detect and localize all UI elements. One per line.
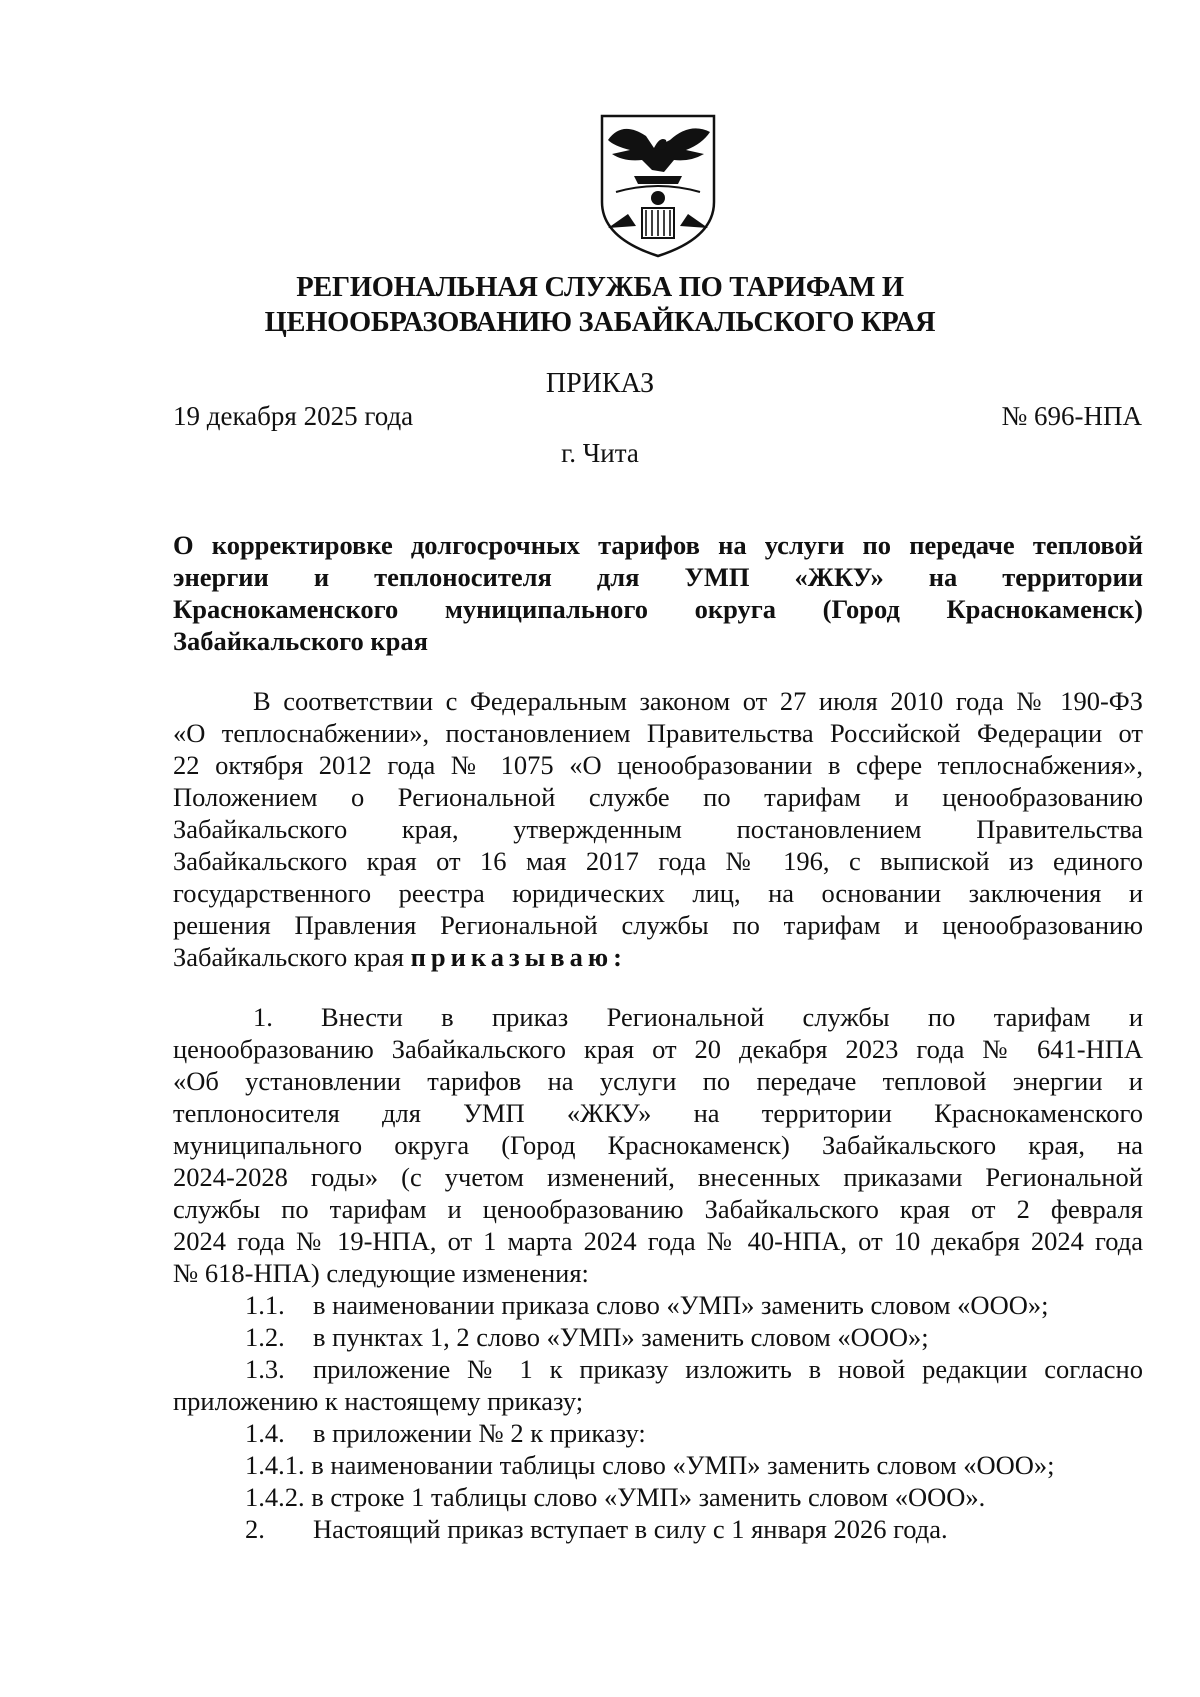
subitem-1-3 bbox=[245, 1353, 1143, 1385]
preamble-line: 22 октября 2012 года № 1075 «О ценообразовании в сфере теплоснабжения», bbox=[173, 750, 1143, 780]
preamble-line: «О теплоснабжении», постановлением Правительства Российской Федерации от bbox=[173, 718, 1143, 748]
item-text: Внести в приказ Региональной службы по тарифам и bbox=[321, 1002, 1143, 1032]
item-2 bbox=[245, 1513, 1143, 1545]
item-text: Настоящий приказ вступает в силу с 1 января 2026 года. bbox=[313, 1514, 948, 1544]
document-city: г. Чита bbox=[561, 438, 639, 468]
subitem-text: в приложении № 2 к приказу: bbox=[313, 1418, 646, 1448]
item-1-line: ценообразованию Забайкальского края от 20 декабря 2023 года № 641-НПА bbox=[173, 1034, 1143, 1064]
agency-name-line: РЕГИОНАЛЬНАЯ СЛУЖБА ПО ТАРИФАМ И bbox=[296, 272, 904, 303]
title-line: Краснокаменского муниципального округа (Город Краснокаменск) bbox=[173, 594, 1143, 624]
order-word: приказываю: bbox=[410, 942, 627, 972]
subitem-number: 1.1. bbox=[245, 1290, 285, 1320]
preamble-line: В соответствии с Федеральным законом от 27 июля 2010 года № 190-ФЗ bbox=[253, 686, 1143, 716]
item-1-line: службы по тарифам и ценообразованию Забайкальского края от 2 февраля bbox=[173, 1194, 1143, 1224]
item-1-line: 2024-2028 годы» (с учетом изменений, внесенных приказами Региональной bbox=[173, 1162, 1143, 1192]
subitem-number: 1.3. bbox=[245, 1354, 285, 1384]
item-1-line: теплоносителя для УМП «ЖКУ» на территории Краснокаменского bbox=[173, 1098, 1143, 1128]
subitem-text: в наименовании приказа слово «УМП» заменить словом «ООО»; bbox=[313, 1290, 1049, 1320]
preamble-line: решения Правления Региональной службы по тарифам и ценообразованию bbox=[173, 910, 1143, 940]
title-line: О корректировке долгосрочных тарифов на услуги по передаче тепловой bbox=[173, 530, 1143, 560]
item-1-line: 2024 года № 19-НПА, от 1 марта 2024 года № 40-НПА, от 10 декабря 2024 года bbox=[173, 1226, 1143, 1256]
subitem-1-4-2: 1.4.2. в строке 1 таблицы слово «УМП» заменить словом «ООО». bbox=[245, 1482, 986, 1512]
item-number: 2. bbox=[245, 1514, 265, 1544]
preamble-line-text: Забайкальского края bbox=[173, 942, 404, 972]
subitem-1-3-cont: приложению к настоящему приказу; bbox=[173, 1386, 584, 1416]
document-date: 19 декабря 2025 года bbox=[173, 401, 414, 431]
subitem-number: 1.4. bbox=[245, 1418, 285, 1448]
subitem-1-1 bbox=[245, 1289, 1143, 1321]
item-1-line: муниципального округа (Город Краснокаменск) Забайкальского края, на bbox=[173, 1130, 1143, 1160]
coat-of-arms-emblem bbox=[594, 110, 722, 260]
preamble-last-line bbox=[173, 941, 1143, 973]
subitem-1-4 bbox=[245, 1417, 1143, 1449]
document-number: № 696-НПА bbox=[1001, 401, 1142, 431]
agency-name-line: ЦЕНООБРАЗОВАНИЮ ЗАБАЙКАЛЬСКОГО КРАЯ bbox=[264, 307, 936, 338]
item-1-first-line bbox=[253, 1001, 1143, 1033]
subitem-1-2 bbox=[245, 1321, 1143, 1353]
subitem-number: 1.2. bbox=[245, 1322, 285, 1352]
item-1-line: «Об установлении тарифов на услуги по передаче тепловой энергии и bbox=[173, 1066, 1143, 1096]
title-line: Забайкальского края bbox=[173, 626, 429, 656]
subitem-text: приложение № 1 к приказу изложить в новой редакции согласно bbox=[313, 1354, 1143, 1384]
preamble-line: Забайкальского края, утвержденным постановлением Правительства bbox=[173, 814, 1143, 844]
subitem-text: в пунктах 1, 2 слово «УМП» заменить словом «ООО»; bbox=[313, 1322, 929, 1352]
preamble-line: государственного реестра юридических лиц, на основании заключения и bbox=[173, 878, 1143, 908]
preamble-line: Положением о Региональной службе по тарифам и ценообразованию bbox=[173, 782, 1143, 812]
subitem-1-4-1: 1.4.1. в наименовании таблицы слово «УМП» заменить словом «ООО»; bbox=[245, 1450, 1055, 1480]
title-line: энергии и теплоносителя для УМП «ЖКУ» на территории bbox=[173, 562, 1143, 592]
preamble-line: Забайкальского края от 16 мая 2017 года № 196, с выпиской из единого bbox=[173, 846, 1143, 876]
document-type: ПРИКАЗ bbox=[545, 368, 655, 399]
item-1-line: № 618-НПА) следующие изменения: bbox=[173, 1258, 589, 1288]
item-number: 1. bbox=[253, 1002, 273, 1032]
